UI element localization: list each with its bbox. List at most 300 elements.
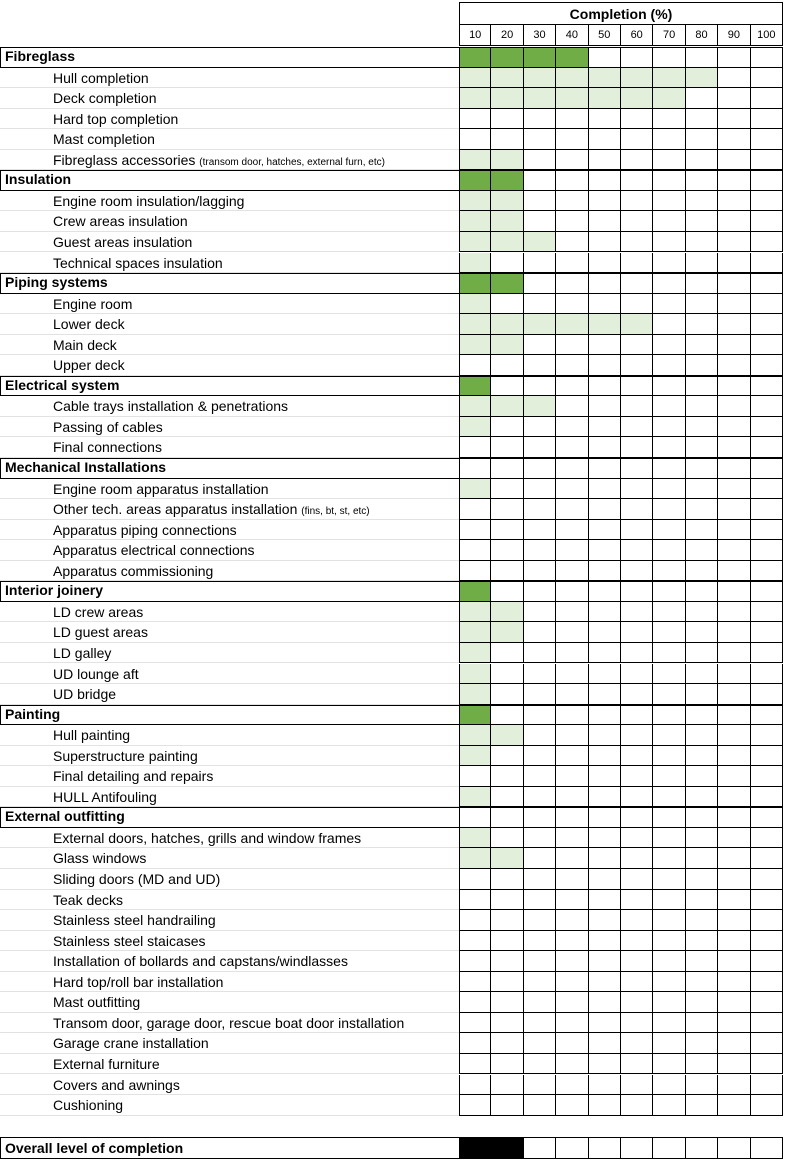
overall-label: Overall level of completion <box>0 1137 459 1159</box>
task-7-11-cell-60 <box>621 1054 653 1075</box>
task-label: UD lounge aft <box>53 665 139 682</box>
section-5-cell-80 <box>686 581 718 602</box>
task-7-13-cell-60 <box>621 1095 653 1116</box>
task-2-2-cell-30 <box>524 335 556 356</box>
section-5-cell-100 <box>751 581 783 602</box>
task-3-1-cell-20 <box>491 417 523 438</box>
section-heading: Fibreglass <box>0 47 459 68</box>
task-label: Hull completion <box>53 69 149 86</box>
section-6-cell-30 <box>524 705 556 726</box>
task-7-11-cell-90 <box>718 1054 750 1075</box>
task-7-4-cell-40 <box>556 910 588 931</box>
task-4-3-cell-70 <box>653 540 685 561</box>
section-0-cell-30 <box>524 47 556 68</box>
task-label: Teak decks <box>53 891 124 908</box>
section-2-cell-80 <box>686 273 718 294</box>
task-5-0-cell-20 <box>491 602 523 623</box>
task-6-1-cell-80 <box>686 746 718 767</box>
task-5-2-cell-90 <box>718 643 750 664</box>
task-2-0-cell-50 <box>589 294 621 315</box>
task-1-1-cell-30 <box>524 211 556 232</box>
task-6-0-cell-40 <box>556 725 588 746</box>
task-0-3-cell-100 <box>751 129 783 150</box>
task-1-2-cell-70 <box>653 232 685 253</box>
task-7-12-cell-50 <box>589 1075 621 1096</box>
task-row-label <box>0 150 459 171</box>
task-7-0-cell-20 <box>491 828 523 849</box>
section-0-cell-10 <box>459 47 491 68</box>
task-0-3-cell-60 <box>621 129 653 150</box>
task-5-4-cell-50 <box>589 684 621 705</box>
section-7-cell-20 <box>491 807 523 828</box>
task-7-4-cell-10 <box>459 910 491 931</box>
task-7-4-cell-80 <box>686 910 718 931</box>
overall-cell-90 <box>718 1137 750 1159</box>
task-3-2-cell-30 <box>524 437 556 458</box>
task-3-0-cell-10 <box>459 396 491 417</box>
task-3-2-cell-40 <box>556 437 588 458</box>
task-1-1-cell-50 <box>589 211 621 232</box>
task-row-label <box>0 335 459 356</box>
task-3-0-cell-80 <box>686 396 718 417</box>
section-1-cell-10 <box>459 170 491 191</box>
task-7-13-cell-100 <box>751 1095 783 1116</box>
task-0-4-cell-50 <box>589 150 621 171</box>
task-row-label <box>0 253 459 274</box>
task-7-2-cell-30 <box>524 869 556 890</box>
task-7-8-cell-80 <box>686 992 718 1013</box>
task-row-label <box>0 664 459 685</box>
task-7-11-cell-70 <box>653 1054 685 1075</box>
task-2-2-cell-100 <box>751 335 783 356</box>
task-5-1-cell-70 <box>653 622 685 643</box>
section-4-cell-70 <box>653 458 685 479</box>
task-0-3-cell-80 <box>686 129 718 150</box>
task-0-0-cell-40 <box>556 68 588 89</box>
section-1-cell-40 <box>556 170 588 191</box>
task-3-2-cell-60 <box>621 437 653 458</box>
task-6-1-cell-70 <box>653 746 685 767</box>
task-7-8-cell-40 <box>556 992 588 1013</box>
task-1-3-cell-60 <box>621 253 653 274</box>
section-7-cell-40 <box>556 807 588 828</box>
section-2-cell-50 <box>589 273 621 294</box>
task-4-2-cell-90 <box>718 520 750 541</box>
task-label: Hull painting <box>53 727 131 744</box>
task-7-5-cell-100 <box>751 931 783 952</box>
task-0-1-cell-20 <box>491 88 523 109</box>
task-4-2-cell-30 <box>524 520 556 541</box>
task-1-2-cell-80 <box>686 232 718 253</box>
task-6-0-cell-100 <box>751 725 783 746</box>
task-4-0-cell-80 <box>686 479 718 500</box>
task-4-4-cell-20 <box>491 561 523 582</box>
task-label: Final connections <box>53 439 162 456</box>
task-5-2-cell-30 <box>524 643 556 664</box>
section-0-cell-20 <box>491 47 523 68</box>
task-0-1-cell-60 <box>621 88 653 109</box>
task-3-0-cell-70 <box>653 396 685 417</box>
task-row-label <box>0 746 459 767</box>
task-7-10-cell-50 <box>589 1033 621 1054</box>
task-3-1-cell-60 <box>621 417 653 438</box>
task-7-11-cell-40 <box>556 1054 588 1075</box>
task-7-2-cell-90 <box>718 869 750 890</box>
task-6-2-cell-50 <box>589 766 621 787</box>
task-label: Glass windows <box>53 850 147 867</box>
section-0-cell-40 <box>556 47 588 68</box>
task-5-0-cell-90 <box>718 602 750 623</box>
task-label: Covers and awnings <box>53 1076 180 1093</box>
section-4-cell-60 <box>621 458 653 479</box>
task-6-3-cell-50 <box>589 787 621 808</box>
task-1-1-cell-100 <box>751 211 783 232</box>
section-6-cell-80 <box>686 705 718 726</box>
task-7-9-cell-40 <box>556 1013 588 1034</box>
task-4-2-cell-100 <box>751 520 783 541</box>
task-3-2-cell-50 <box>589 437 621 458</box>
section-5-cell-10 <box>459 581 491 602</box>
task-7-4-cell-60 <box>621 910 653 931</box>
task-2-2-cell-60 <box>621 335 653 356</box>
task-7-13-cell-30 <box>524 1095 556 1116</box>
task-4-1-cell-70 <box>653 499 685 520</box>
section-heading: External outfitting <box>0 807 459 828</box>
task-4-4-cell-40 <box>556 561 588 582</box>
section-heading: Mechanical Installations <box>0 458 459 479</box>
task-row-label <box>0 499 459 520</box>
task-7-1-cell-40 <box>556 848 588 869</box>
task-1-2-cell-40 <box>556 232 588 253</box>
task-row-label <box>0 314 459 335</box>
task-7-6-cell-80 <box>686 951 718 972</box>
task-0-3-cell-50 <box>589 129 621 150</box>
task-row-label <box>0 232 459 253</box>
task-1-0-cell-40 <box>556 191 588 212</box>
task-2-1-cell-20 <box>491 314 523 335</box>
task-4-3-cell-90 <box>718 540 750 561</box>
section-heading: Interior joinery <box>0 581 459 602</box>
task-5-2-cell-50 <box>589 643 621 664</box>
task-0-0-cell-10 <box>459 68 491 89</box>
task-7-11-cell-30 <box>524 1054 556 1075</box>
task-row-label <box>0 643 459 664</box>
section-4-cell-90 <box>718 458 750 479</box>
task-0-3-cell-20 <box>491 129 523 150</box>
task-7-5-cell-30 <box>524 931 556 952</box>
task-1-1-cell-60 <box>621 211 653 232</box>
task-row-label <box>0 951 459 972</box>
section-5-cell-60 <box>621 581 653 602</box>
task-6-3-cell-70 <box>653 787 685 808</box>
section-3-cell-70 <box>653 376 685 397</box>
task-2-0-cell-100 <box>751 294 783 315</box>
completion-tick-50: 50 <box>589 24 621 46</box>
task-7-3-cell-20 <box>491 890 523 911</box>
task-6-1-cell-100 <box>751 746 783 767</box>
task-4-0-cell-60 <box>621 479 653 500</box>
task-5-0-cell-10 <box>459 602 491 623</box>
task-5-1-cell-60 <box>621 622 653 643</box>
task-4-0-cell-20 <box>491 479 523 500</box>
task-label: Engine room <box>53 295 133 312</box>
task-3-1-cell-100 <box>751 417 783 438</box>
section-1-cell-80 <box>686 170 718 191</box>
task-5-2-cell-20 <box>491 643 523 664</box>
task-2-2-cell-70 <box>653 335 685 356</box>
task-7-0-cell-60 <box>621 828 653 849</box>
task-4-4-cell-100 <box>751 561 783 582</box>
task-row-label <box>0 520 459 541</box>
task-label: Superstructure painting <box>53 747 198 764</box>
task-row-label <box>0 684 459 705</box>
task-7-9-cell-60 <box>621 1013 653 1034</box>
task-row-label <box>0 602 459 623</box>
task-7-1-cell-90 <box>718 848 750 869</box>
task-6-2-cell-80 <box>686 766 718 787</box>
task-7-12-cell-30 <box>524 1075 556 1096</box>
task-4-3-cell-100 <box>751 540 783 561</box>
task-7-4-cell-70 <box>653 910 685 931</box>
overall-cell-30 <box>524 1137 556 1159</box>
task-5-3-cell-50 <box>589 664 621 685</box>
task-label: HULL Antifouling <box>53 788 157 805</box>
task-row-label <box>0 787 459 808</box>
section-3-cell-60 <box>621 376 653 397</box>
task-4-2-cell-40 <box>556 520 588 541</box>
task-6-2-cell-100 <box>751 766 783 787</box>
task-7-13-cell-90 <box>718 1095 750 1116</box>
task-7-1-cell-30 <box>524 848 556 869</box>
task-6-3-cell-20 <box>491 787 523 808</box>
task-label: Stainless steel staicases <box>53 932 206 949</box>
task-7-12-cell-70 <box>653 1075 685 1096</box>
task-row-label <box>0 396 459 417</box>
task-6-2-cell-20 <box>491 766 523 787</box>
task-1-2-cell-100 <box>751 232 783 253</box>
section-1-cell-20 <box>491 170 523 191</box>
task-7-13-cell-50 <box>589 1095 621 1116</box>
task-0-0-cell-30 <box>524 68 556 89</box>
task-7-8-cell-50 <box>589 992 621 1013</box>
task-1-1-cell-20 <box>491 211 523 232</box>
task-0-1-cell-80 <box>686 88 718 109</box>
task-7-9-cell-10 <box>459 1013 491 1034</box>
task-7-0-cell-10 <box>459 828 491 849</box>
task-label: Other tech. areas apparatus installation <box>53 501 298 518</box>
task-7-1-cell-100 <box>751 848 783 869</box>
task-7-10-cell-70 <box>653 1033 685 1054</box>
task-7-12-cell-80 <box>686 1075 718 1096</box>
task-label: External doors, hatches, grills and window frames <box>53 829 362 846</box>
task-label: Garage crane installation <box>53 1035 209 1052</box>
task-7-7-cell-20 <box>491 972 523 993</box>
section-3-cell-10 <box>459 376 491 397</box>
task-5-2-cell-10 <box>459 643 491 664</box>
task-0-0-cell-100 <box>751 68 783 89</box>
task-6-0-cell-60 <box>621 725 653 746</box>
task-label: LD crew areas <box>53 603 144 620</box>
task-7-4-cell-30 <box>524 910 556 931</box>
task-0-2-cell-30 <box>524 109 556 130</box>
task-3-2-cell-20 <box>491 437 523 458</box>
task-7-3-cell-10 <box>459 890 491 911</box>
section-0-cell-80 <box>686 47 718 68</box>
task-3-0-cell-20 <box>491 396 523 417</box>
task-7-9-cell-80 <box>686 1013 718 1034</box>
section-3-cell-90 <box>718 376 750 397</box>
task-4-0-cell-40 <box>556 479 588 500</box>
task-1-3-cell-10 <box>459 253 491 274</box>
completion-tick-40: 40 <box>556 24 588 46</box>
task-note: (transom door, hatches, external furn, etc) <box>199 156 385 168</box>
task-0-0-cell-70 <box>653 68 685 89</box>
task-7-2-cell-60 <box>621 869 653 890</box>
completion-tick-20: 20 <box>491 24 523 46</box>
section-2-cell-30 <box>524 273 556 294</box>
task-0-4-cell-80 <box>686 150 718 171</box>
task-7-8-cell-20 <box>491 992 523 1013</box>
task-7-2-cell-20 <box>491 869 523 890</box>
task-7-9-cell-70 <box>653 1013 685 1034</box>
task-0-3-cell-10 <box>459 129 491 150</box>
task-7-10-cell-60 <box>621 1033 653 1054</box>
task-6-1-cell-90 <box>718 746 750 767</box>
task-5-4-cell-80 <box>686 684 718 705</box>
task-7-0-cell-30 <box>524 828 556 849</box>
task-5-0-cell-100 <box>751 602 783 623</box>
task-4-3-cell-10 <box>459 540 491 561</box>
task-0-2-cell-60 <box>621 109 653 130</box>
task-row-label <box>0 479 459 500</box>
task-label: Deck completion <box>53 90 157 107</box>
task-row-label <box>0 1075 459 1096</box>
task-1-3-cell-90 <box>718 253 750 274</box>
section-6-cell-40 <box>556 705 588 726</box>
task-7-13-cell-70 <box>653 1095 685 1116</box>
task-6-2-cell-70 <box>653 766 685 787</box>
task-label: Crew areas insulation <box>53 213 188 230</box>
section-7-cell-60 <box>621 807 653 828</box>
task-0-0-cell-60 <box>621 68 653 89</box>
task-7-5-cell-90 <box>718 931 750 952</box>
task-row-label <box>0 931 459 952</box>
task-7-13-cell-10 <box>459 1095 491 1116</box>
task-5-1-cell-100 <box>751 622 783 643</box>
task-7-3-cell-60 <box>621 890 653 911</box>
task-7-0-cell-100 <box>751 828 783 849</box>
task-2-0-cell-40 <box>556 294 588 315</box>
task-5-4-cell-60 <box>621 684 653 705</box>
task-5-4-cell-30 <box>524 684 556 705</box>
task-7-5-cell-60 <box>621 931 653 952</box>
task-4-2-cell-60 <box>621 520 653 541</box>
task-4-2-cell-70 <box>653 520 685 541</box>
task-3-0-cell-40 <box>556 396 588 417</box>
task-6-3-cell-80 <box>686 787 718 808</box>
task-2-3-cell-40 <box>556 355 588 376</box>
task-1-3-cell-40 <box>556 253 588 274</box>
task-5-1-cell-90 <box>718 622 750 643</box>
task-7-0-cell-70 <box>653 828 685 849</box>
task-7-6-cell-30 <box>524 951 556 972</box>
section-0-cell-70 <box>653 47 685 68</box>
task-5-0-cell-50 <box>589 602 621 623</box>
task-7-8-cell-10 <box>459 992 491 1013</box>
task-2-3-cell-90 <box>718 355 750 376</box>
task-7-1-cell-80 <box>686 848 718 869</box>
section-3-cell-30 <box>524 376 556 397</box>
task-7-5-cell-20 <box>491 931 523 952</box>
task-7-7-cell-70 <box>653 972 685 993</box>
task-5-3-cell-60 <box>621 664 653 685</box>
task-row-label <box>0 1033 459 1054</box>
task-0-1-cell-70 <box>653 88 685 109</box>
task-3-1-cell-90 <box>718 417 750 438</box>
task-7-12-cell-100 <box>751 1075 783 1096</box>
task-2-0-cell-90 <box>718 294 750 315</box>
section-2-cell-40 <box>556 273 588 294</box>
task-4-4-cell-30 <box>524 561 556 582</box>
task-0-3-cell-90 <box>718 129 750 150</box>
task-7-1-cell-20 <box>491 848 523 869</box>
task-7-11-cell-50 <box>589 1054 621 1075</box>
section-1-cell-90 <box>718 170 750 191</box>
task-1-2-cell-10 <box>459 232 491 253</box>
task-5-3-cell-30 <box>524 664 556 685</box>
overall-cell-20 <box>491 1137 523 1159</box>
task-4-3-cell-80 <box>686 540 718 561</box>
task-7-5-cell-50 <box>589 931 621 952</box>
task-0-4-cell-20 <box>491 150 523 171</box>
task-7-6-cell-20 <box>491 951 523 972</box>
task-7-4-cell-90 <box>718 910 750 931</box>
task-row-label <box>0 540 459 561</box>
task-7-2-cell-50 <box>589 869 621 890</box>
task-5-4-cell-70 <box>653 684 685 705</box>
task-7-8-cell-100 <box>751 992 783 1013</box>
task-3-0-cell-30 <box>524 396 556 417</box>
task-5-4-cell-40 <box>556 684 588 705</box>
task-4-1-cell-20 <box>491 499 523 520</box>
task-7-10-cell-80 <box>686 1033 718 1054</box>
task-row-label <box>0 1054 459 1075</box>
task-7-13-cell-80 <box>686 1095 718 1116</box>
task-5-1-cell-50 <box>589 622 621 643</box>
task-0-1-cell-50 <box>589 88 621 109</box>
task-1-1-cell-70 <box>653 211 685 232</box>
task-row-label <box>0 191 459 212</box>
task-7-10-cell-100 <box>751 1033 783 1054</box>
task-0-4-cell-70 <box>653 150 685 171</box>
task-label: LD guest areas <box>53 624 148 641</box>
task-7-0-cell-90 <box>718 828 750 849</box>
task-6-3-cell-90 <box>718 787 750 808</box>
task-7-6-cell-100 <box>751 951 783 972</box>
task-6-1-cell-40 <box>556 746 588 767</box>
section-2-cell-20 <box>491 273 523 294</box>
task-4-1-cell-30 <box>524 499 556 520</box>
task-4-4-cell-50 <box>589 561 621 582</box>
task-4-3-cell-20 <box>491 540 523 561</box>
task-7-7-cell-50 <box>589 972 621 993</box>
task-label: Apparatus electrical connections <box>53 542 255 559</box>
task-row-label <box>0 437 459 458</box>
task-7-5-cell-40 <box>556 931 588 952</box>
task-3-1-cell-40 <box>556 417 588 438</box>
task-1-0-cell-20 <box>491 191 523 212</box>
task-label: Fibreglass accessories <box>53 151 196 168</box>
